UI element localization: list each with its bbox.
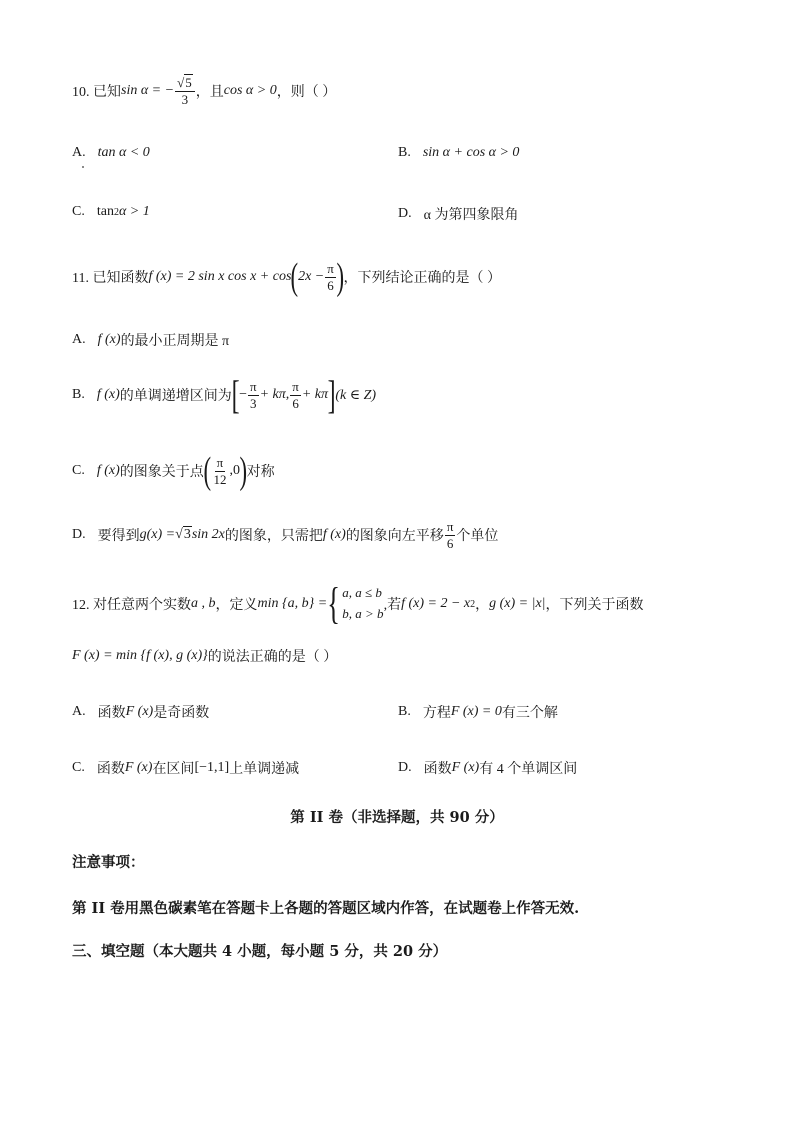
stray-dot [82,166,84,168]
q12-f-def: f (x) = 2 − x [401,596,471,611]
q12-option-d-label: D. [398,760,412,775]
q11-option-b-three: 3 [250,395,257,411]
q11-fraction [325,262,336,292]
q11-option-c-fx: f (x) [96,463,120,478]
q12-option-d-text2: 有 4 个单调区间 [479,762,578,777]
q10-tail: ，则（ ） [276,85,337,101]
q12-prefix: 12. 对任意两个实数 [72,598,191,613]
q10-stem [72,76,336,106]
q10-option-b-text: sin α + cos α > 0 [422,145,520,160]
q12-option-c-F: F (x) [124,760,153,775]
q10-option-c-sup: 2 [113,206,119,218]
q12-comma: ， [475,598,490,613]
q12-option-b-text2: 有三个解 [501,706,558,721]
q10-radicand: 5 [185,75,192,90]
q11-option-a [72,330,229,350]
q12-option-a-text2: 是奇函数 [153,706,210,721]
q12-option-a-label: A. [72,704,86,719]
q10-option-c-label: C. [72,204,85,219]
q11-option-b-six: 6 [292,395,299,411]
q12-tail2: 的说法正确的是（ ） [207,650,338,665]
q12-option-d-text1: 函数 [423,762,452,777]
q10-option-d [398,204,518,224]
q11-option-b-end: + kπ [301,387,329,402]
q10-prefix: 10. 已知 [72,85,121,101]
q10-option-c-base: tan [96,204,114,219]
q12-option-b-label: B. [398,704,411,719]
q12-cases [342,583,383,625]
q11-option-d-pi: π [446,519,454,534]
q12-if: ,若 [383,598,402,613]
q12-f-sup: 2 [470,598,476,610]
q11-option-d: D. 要得到 g(x) = √3 sin 2x 的图象，只需把 f (x) 的图象向左平移 $\frac{\pi}{6}$ 个单位 [72,519,499,551]
q11-option-b: B. f (x) 的单调递增区间为 [ − $\frac{\pi}{3}$ + kπ, $\frac{\pi}{6}$ + kπ ] (k ∈ Z) [72,372,377,417]
q12-option-b [398,702,558,722]
q12-case1: a, a ≤ b [342,585,382,601]
q12-define: ，定义 [215,598,258,613]
notice-text: 第 II 卷用黑色碳素笔在答题卡上各题的答题区域内作答，在试题卷上作答无效. [72,900,580,917]
q11-option-b-pi1: π [250,378,257,394]
q11-option-c-zero: ,0 [229,463,240,478]
q11-option-b-fx: f (x) [96,387,120,402]
section-2-title: 第 II 卷（非选择题，共 90 分） [290,809,504,826]
q11-option-c-tail: 对称 [246,465,275,480]
q11-option-a-label: A. [72,332,86,347]
q12-option-c [72,758,299,778]
q11-option-c-frac [211,456,228,486]
q12-option-a-F: F (x) [125,704,154,719]
q11-option-b-label: B. [72,387,85,402]
part-3-title: 三、填空题（本大题共 4 小题，每小题 5 分，共 20 分） [72,943,448,960]
q12-ab: a , b [191,596,216,611]
q12-F-def: F (x) = min {f (x), g (x)} [72,648,208,663]
q12-min-expr: min {a, b} = [257,596,328,611]
q11-option-b-mid: + kπ, [259,387,290,402]
q10-denominator: 3 [181,91,189,107]
q11-option-c-text: 的图象关于点 [119,465,204,480]
q12-stem-line2 [72,646,337,666]
q11-option-d-six: 6 [446,535,454,551]
q12-case2: b, a > b [342,606,384,621]
q11-expr-start: f (x) = 2 sin x cos x + cos [148,269,292,284]
q11-option-b-frac2 [290,380,301,410]
q12-option-a [72,702,209,722]
q12-option-a-text1: 函数 [97,706,126,721]
q11-tail: ，下列结论正确的是（ ） [343,271,501,286]
q10-option-a-label: A. [72,145,86,160]
q11-option-c-twelve: 12 [213,471,227,487]
q11-option-d-fx: f (x) [322,527,346,543]
q10-option-b-label: B. [398,145,411,160]
q11-prefix: 11. 已知函数 [72,271,149,286]
q11-option-d-text1: 要得到 [97,529,140,545]
q11-option-d-frac [445,520,456,550]
q11-option-d-sqrt: 3 [183,527,191,543]
q11-option-b-pi2: π [292,378,299,394]
q11-option-c: C. f (x) 的图象关于点 ( $\frac{\pi}{12}$ ,0 ) 对称 [72,450,275,492]
q11-option-d-sin: sin 2x [191,527,225,543]
q12-option-c-label: C. [72,760,85,775]
q12-option-c-text2: 在区间 [152,762,195,777]
q12-option-c-text3: 上单调递减 [229,762,300,777]
q12-option-c-interval: [−1,1] [194,760,230,775]
q12-option-c-text1: 函数 [96,762,125,777]
q11-option-a-text: 的最小正周期是 π [120,334,230,349]
q11-stem: 11. 已知函数 f (x) = 2 sin x cos x + cos ( 2x − $\frac{\pi}{6}$ ) ，下列结论正确的是（ ） [72,256,501,298]
q10-cos-condition: cos α > 0 [223,83,277,99]
q10-option-b [398,145,519,161]
q10-fraction: $\frac{√5}{3}$ [175,76,195,106]
q11-six: 6 [327,277,334,293]
q11-option-d-gx: g(x) = [139,527,176,543]
q12-g-def: g (x) = |x| [489,596,546,611]
q12-option-b-text1: 方程 [422,706,451,721]
q11-option-b-frac1 [248,380,259,410]
q10-option-a-text: tan α < 0 [97,145,150,160]
q11-option-b-minus: − [239,387,248,402]
q11-option-d-text3: 的图象向左平移 [345,529,444,545]
q11-option-d-text2: 的图象，只需把 [224,529,323,545]
q10-sin-lhs: sin α = − [121,83,175,99]
q11-option-d-text4: 个单位 [456,529,499,545]
q10-given-rest: ，且 [195,85,224,101]
q10-option-c [72,204,150,220]
q10-option-a [72,145,150,161]
q11-pi: π [327,260,334,276]
q10-option-d-text: α 为第四象限角 [423,208,519,223]
q11-option-a-fx: f (x) [97,332,121,347]
q10-option-d-label: D. [398,206,412,221]
notice-title: 注意事项： [72,854,145,871]
q11-option-d-label: D. [72,527,86,543]
q12-option-d-F: F (x) [451,760,480,775]
q10-option-c-rest: α > 1 [118,204,150,219]
q12-stem-line1: 12. 对任意两个实数 a , b ，定义 min {a, b} = { a, a ≤ b b, a > b ,若 f (x) = 2 − x 2 ， g (x) = |x| ，下列关于函数 [72,579,644,628]
q11-option-b-cond: (k ∈ Z) [335,387,377,403]
q12-option-d [398,758,577,778]
q11-option-b-text: 的单调递增区间为 [119,389,232,404]
q11-option-c-label: C. [72,463,85,478]
q12-option-b-F: F (x) = 0 [450,704,502,719]
q12-tail1: ，下列关于函数 [545,598,644,613]
q11-inner: 2x − [298,269,325,284]
q11-option-c-pi: π [216,454,224,470]
